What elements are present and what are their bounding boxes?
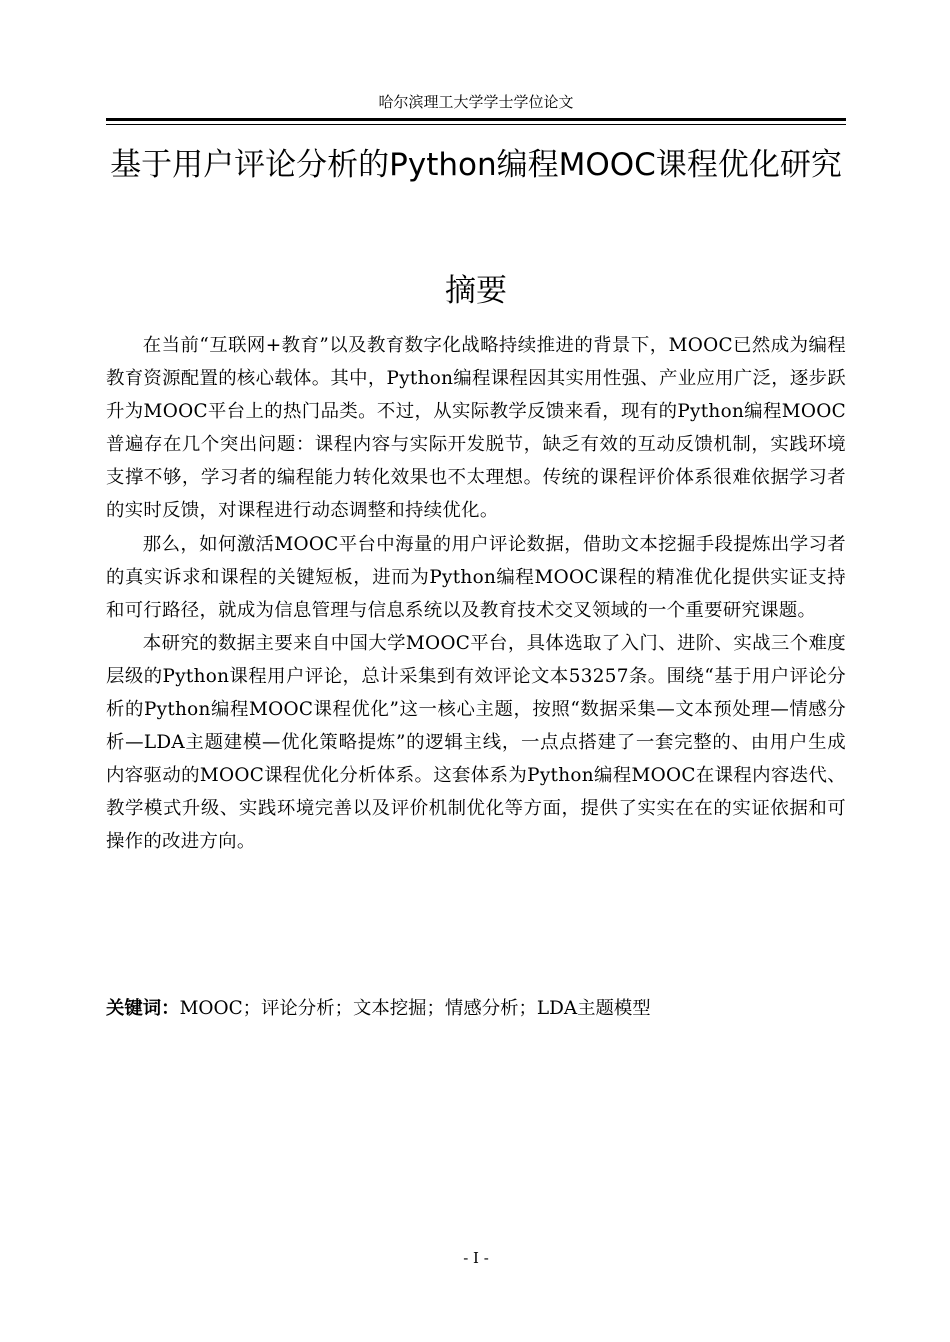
keywords-value: MOOC；评论分析；文本挖掘；情感分析；LDA主题模型	[179, 998, 651, 1019]
keywords-line	[106, 992, 846, 1025]
abstract-paragraph: 本研究的数据主要来自中国大学MOOC平台，具体选取了入门、进阶、实战三个难度层级的Python课程用户评论，总计采集到有效评论文本53257条。围绕“基于用户评论分析的Python编程MOOC课程优化”这一核心主题，按照“数据采集—文本预处理—情感分析—LDA主题建模—优化策略提炼”的逻辑主线，一点点搭建了一套完整的、由用户生成内容驱动的MOOC课程优化分析体系。这套体系为Python编程MOOC在课程内容迭代、教学模式升级、实践环境完善以及评价机制优化等方面，提供了实实在在的实证依据和可操作的改进方向。	[106, 632, 846, 853]
abstract-paragraph: 那么，如何激活MOOC平台中海量的用户评论数据，借助文本挖掘手段提炼出学习者的真实诉求和课程的关键短板，进而为Python编程MOOC课程的精准优化提供实证支持和可行路径，就成为信息管理与信息系统以及教育技术交叉领域的一个重要研究课题。	[106, 533, 846, 621]
keywords-label: 关键词：	[106, 998, 180, 1019]
header-rule-thick	[106, 118, 846, 121]
header-rule-thin	[106, 124, 846, 125]
abstract-paragraph: 在当前“互联网+教育”以及教育数字化战略持续推进的背景下，MOOC已然成为编程教育资源配置的核心载体。其中，Python编程课程因其实用性强、产业应用广泛，逐步跃升为MOOC平台上的热门品类。不过，从实际教学反馈来看，现有的Python编程MOOC普遍存在几个突出问题：课程内容与实际开发脱节，缺乏有效的互动反馈机制，实践环境支撑不够，学习者的编程能力转化效果也不太理想。传统的课程评价体系很难依据学习者的实时反馈，对课程进行动态调整和持续优化。	[106, 335, 846, 522]
page-number: - I -	[463, 1249, 489, 1267]
abstract-body	[106, 329, 846, 859]
abstract-heading: 摘要	[445, 273, 507, 309]
running-header: 哈尔滨理工大学学士学位论文	[378, 93, 574, 111]
thesis-title: 基于用户评论分析的Python编程MOOC课程优化研究	[110, 147, 842, 183]
